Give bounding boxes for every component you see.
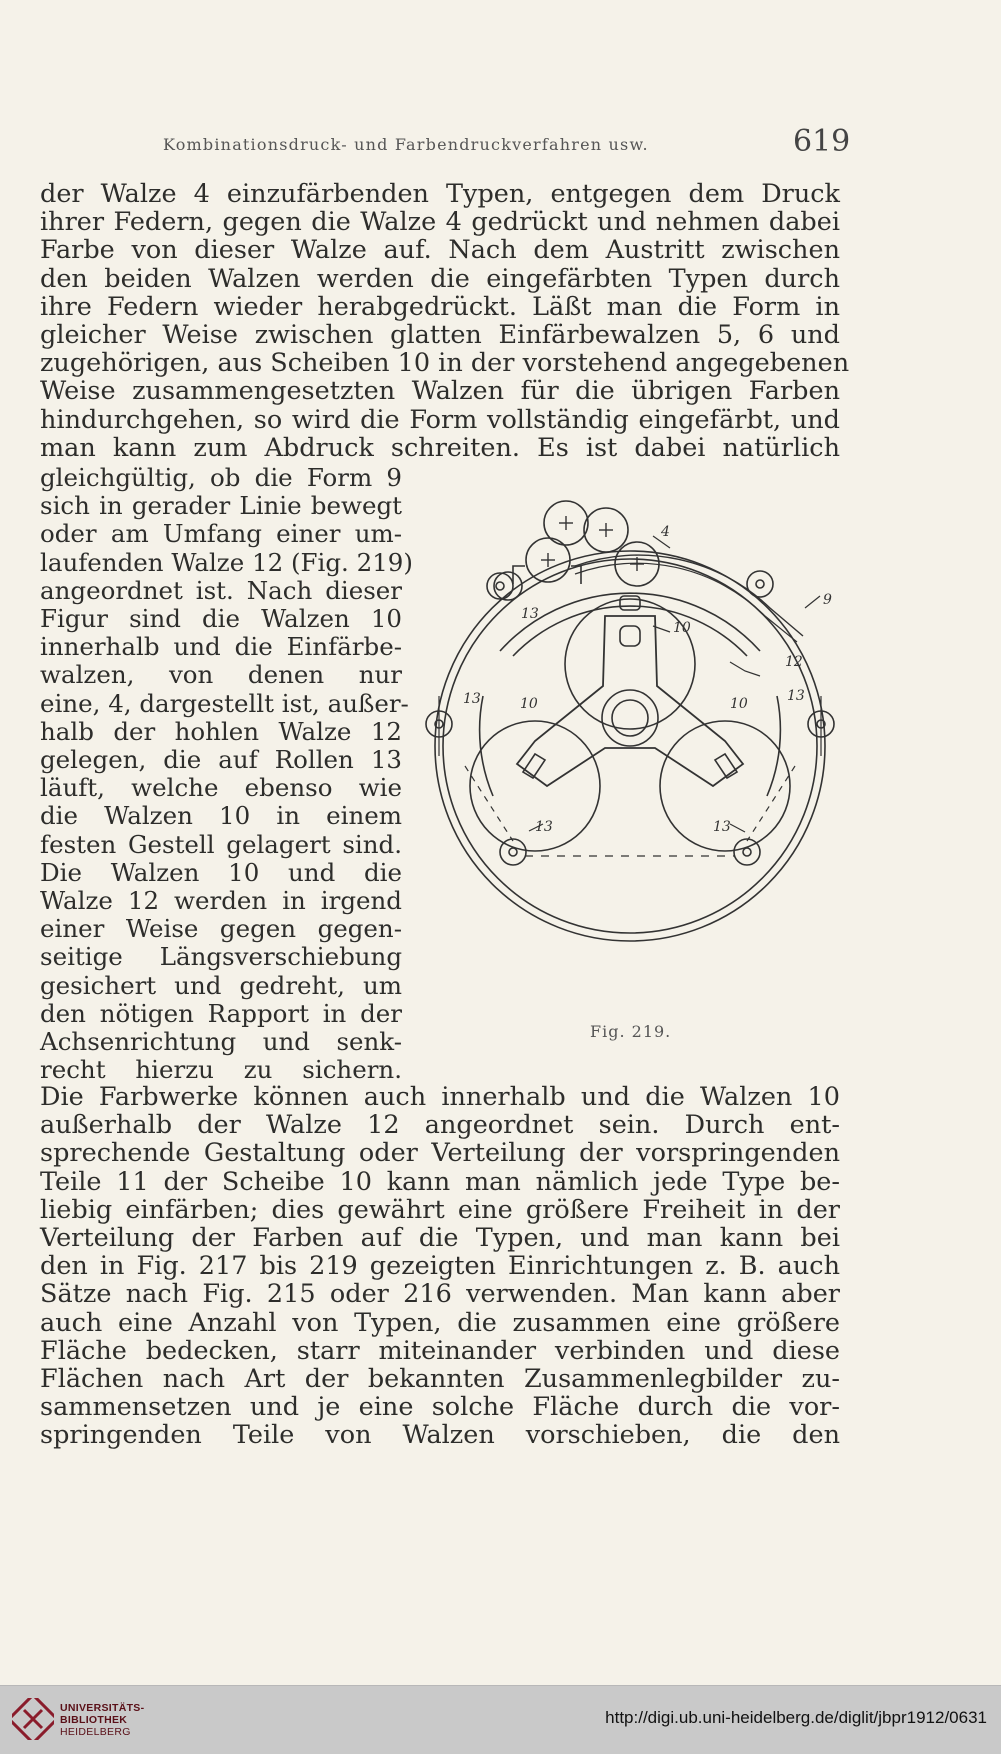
- text-line: Weise zusammengesetzten Walzen für die übrigen Farben: [40, 376, 840, 407]
- slot: [523, 754, 545, 778]
- text-line: den beiden Walzen werden die eingefärbten Typen durch: [40, 263, 840, 294]
- ink-rollers: [513, 501, 659, 586]
- text-line: seitige Längsverschiebung: [40, 942, 402, 972]
- text-line: hindurchgehen, so wird die Form vollständig eingefärbt, und: [40, 404, 840, 435]
- text-line: innerhalb und die Einfärbe-: [40, 632, 402, 662]
- text-line: eine, 4, dargestellt ist, außer-: [40, 688, 409, 718]
- paragraph-top: [40, 179, 850, 463]
- text-line: sprechende Gestaltung oder Verteilung der vorspringenden: [40, 1138, 840, 1169]
- library-name-line: UNIVERSITÄTS-: [60, 1702, 145, 1714]
- label-13: 13: [521, 606, 539, 622]
- library-name-line: HEIDELBERG: [60, 1726, 131, 1738]
- text-line: Figur sind die Walzen 10: [40, 604, 402, 634]
- text-line: gesichert und gedreht, um: [40, 970, 402, 1000]
- text-line: halb der hohlen Walze 12: [40, 716, 402, 746]
- text-line: festen Gestell gelagert sind.: [40, 829, 402, 859]
- text-line: einer Weise gegen gegen-: [40, 914, 402, 944]
- spider-hub-inner: [612, 700, 648, 736]
- figure-caption: Fig. 219.: [590, 1022, 672, 1041]
- text-line: den in Fig. 217 bis 219 gezeigten Einrichtungen z. B. auch: [40, 1251, 840, 1282]
- university-library-logo-icon[interactable]: [12, 1698, 54, 1740]
- roller-13: [500, 839, 526, 865]
- machine-diagram: [425, 496, 850, 1016]
- text-line: Achsenrichtung und senk-: [40, 1027, 402, 1057]
- text-line: Die Walzen 10 und die: [40, 857, 402, 887]
- text-line: Farbe von dieser Walze auf. Nach dem Austritt zwischen: [40, 235, 840, 266]
- text-line: oder am Umfang einer um-: [40, 519, 402, 549]
- text-line: läuft, welche ebenso wie: [40, 773, 402, 803]
- text-line: Teile 11 der Scheibe 10 kann man nämlich jede Type be-: [40, 1166, 840, 1197]
- text-line: außerhalb der Walze 12 angeordnet sein. Durch ent-: [40, 1110, 840, 1141]
- text-line: laufenden Walze 12 (Fig. 219): [40, 547, 413, 577]
- slot: [715, 754, 737, 778]
- support-rollers-13: [426, 571, 834, 865]
- text-line: springenden Teile von Walzen vorschieben, die den: [40, 1420, 840, 1451]
- label-9: 9: [823, 592, 832, 608]
- label-10: 10: [730, 696, 748, 712]
- library-name: [60, 1702, 144, 1738]
- text-line: ihre Federn wieder herabgedrückt. Läßt man die Form in: [40, 291, 840, 322]
- page-number: 619: [793, 124, 851, 159]
- label-13: 13: [787, 688, 805, 704]
- permalink-url[interactable]: http://digi.ub.uni-heidelberg.de/diglit/jbpr1912/0631: [605, 1708, 987, 1727]
- roller-13: [734, 839, 760, 865]
- label-4: 4: [661, 524, 670, 540]
- text-line: ihrer Federn, gegen die Walze 4 gedrückt und nehmen dabei: [40, 207, 840, 238]
- label-13: 13: [713, 819, 731, 835]
- carrier-arc-left: [480, 696, 493, 796]
- text-line: die Walzen 10 in einem: [40, 801, 402, 831]
- label-10: 10: [673, 620, 691, 636]
- roller-10: [565, 599, 695, 729]
- text-line: walzen, von denen nur: [40, 660, 402, 690]
- slot: [620, 596, 640, 610]
- running-head: Kombinationsdruck- und Farbendruckverfahren usw.: [163, 135, 649, 154]
- text-line: Verteilung der Farben auf die Typen, und man kann bei: [40, 1223, 840, 1254]
- text-line: angeordnet ist. Nach dieser: [40, 575, 402, 605]
- label-12: 12: [785, 654, 803, 670]
- text-line: Flächen nach Art der bekannten Zusammenlegbilder zu-: [40, 1364, 840, 1395]
- slot: [620, 626, 640, 646]
- roller-13: [747, 571, 773, 597]
- label-10: 10: [520, 696, 538, 712]
- text-line: den nötigen Rapport in der: [40, 998, 402, 1028]
- roller-13: [487, 573, 513, 599]
- spider-frame: [517, 616, 743, 786]
- text-line: gleicher Weise zwischen glatten Einfärbewalzen 5, 6 und: [40, 320, 840, 351]
- viewer-footer: [0, 1685, 1001, 1754]
- paragraph-side: [40, 463, 413, 1085]
- text-line: zugehörigen, aus Scheiben 10 in der vorstehend angegebenen: [40, 348, 850, 379]
- text-line: der Walze 4 einzufärbenden Typen, entgegen dem Druck: [40, 179, 840, 209]
- text-line: auch eine Anzahl von Typen, die zusammen eine größere: [40, 1307, 840, 1338]
- text-line: Walze 12 werden in irgend: [40, 886, 402, 916]
- text-line: liebig einfärben; dies gewährt eine größere Freiheit in der: [40, 1194, 840, 1225]
- label-13: 13: [463, 691, 481, 707]
- carrier-arc-right: [767, 696, 780, 796]
- text-line: gleichgültig, ob die Form 9: [40, 463, 402, 492]
- text-line: sich in gerader Linie bewegt: [40, 491, 402, 521]
- text-line: Sätze nach Fig. 215 oder 216 verwenden. Man kann aber: [40, 1279, 840, 1310]
- paragraph-bottom: [40, 1083, 840, 1450]
- label-13: 13: [535, 819, 553, 835]
- text-line: recht hierzu zu sichern.: [40, 1055, 402, 1085]
- text-line: sammensetzen und je eine solche Fläche durch die vor-: [40, 1392, 840, 1423]
- text-line: man kann zum Abdruck schreiten. Es ist dabei natürlich: [40, 432, 840, 463]
- figure-219: [425, 496, 850, 1016]
- text-line: Fläche bedecken, starr miteinander verbinden und diese: [40, 1335, 840, 1366]
- library-name-line: BIBLIOTHEK: [60, 1714, 128, 1726]
- spider-hub: [602, 690, 658, 746]
- text-line: gelegen, die auf Rollen 13: [40, 745, 402, 775]
- type-carrier: [500, 593, 760, 651]
- text-line: Die Farbwerke können auch innerhalb und die Walzen 10: [40, 1082, 840, 1112]
